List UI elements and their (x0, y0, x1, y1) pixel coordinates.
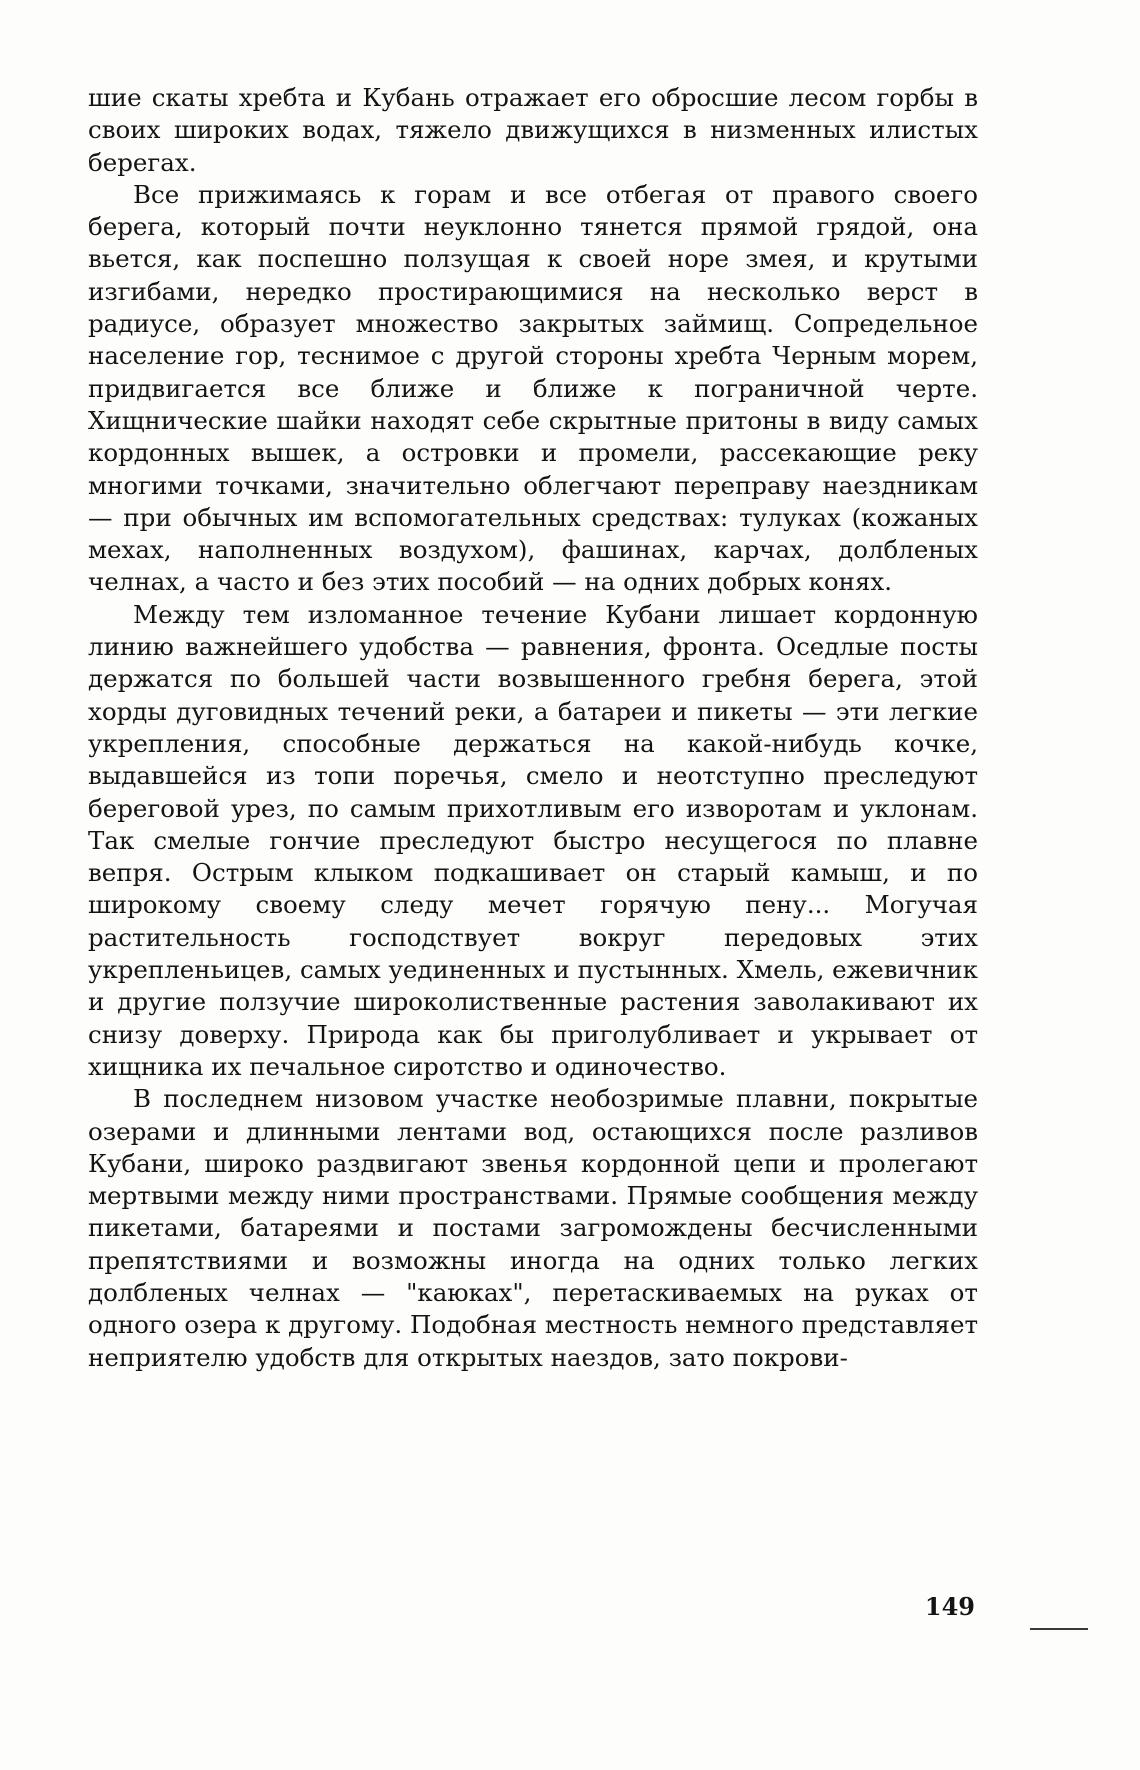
page-number: 149 (924, 1592, 975, 1621)
paragraph: В последнем низовом участке необозримые плавни, покрытые озерами и длинными лентами вод, остающихся после разливов Кубани, широко раздвигают звенья кордонной цепи и пролегают мертвыми между ними пространствами. Прямые сообщения между пикетами, батареями и постами загромождены бесчисленными препятствиями и возможны иногда на одних только легких долбленых челнах — "каюках", перетаскиваемых на руках от одного озера к другому. Подобная местность немного представляет неприятелю удобств для открытых наездов, зато покрови- (88, 1084, 978, 1372)
paragraph: Между тем изломанное течение Кубани лишает кордонную линию важнейшего удобства — равнения, фронта. Оседлые посты держатся по большей части возвышенного гребня берега, этой хорды дуговидных течений реки, а батареи и пикеты — эти легкие укрепления, способные держаться на какой-нибудь кочке, выдавшейся из топи поречья, смело и неотступно преследуют береговой урез, по самым прихотливым его изворотам и уклонам. Так смелые гончие преследуют быстро несущегося по плавне вепря. Острым клыком подкашивает он старый камыш, и по широкому своему следу мечет горячую пену... Могучая растительность господствует вокруг передовых этих укрепленьицев, самых уединенных и пустынных. Хмель, ежевичник и другие ползучие широколиственные растения заволакивают их снизу доверху. Природа как бы приголубливает и укрывает от хищника их печальное сиротство и одиночество. (88, 599, 978, 1081)
paragraph: Все прижимаясь к горам и все отбегая от правого своего берега, который почти неуклонно тянется прямой грядой, она вьется, как поспешно ползущая к своей норе змея, и крутыми изгибами, нередко простирающимися на несколько верст в радиусе, образует множество закрытых займищ. Сопредельное население гор, теснимое с другой стороны хребта Черным морем, придвигается все ближе и ближе к пограничной черте. Хищнические шайки находят себе скрытные притоны в виду самых кордонных вышек, а островки и промели, рассекающие реку многими точками, значительно облегчают переправу наездникам — при обычных им вспомогательных средствах: тулуках (кожаных мехах, наполненных воздухом), фашинах, карчах, долбленых челнах, а часто и без этих пособий — на одних добрых конях. (88, 179, 978, 597)
footer-rule (1030, 1628, 1088, 1630)
body-text (88, 82, 978, 1374)
paragraph-continued: шие скаты хребта и Кубань отражает его обросшие лесом горбы в своих широких водах, тяжело движущихся в низменных илистых берегах. (88, 83, 978, 177)
